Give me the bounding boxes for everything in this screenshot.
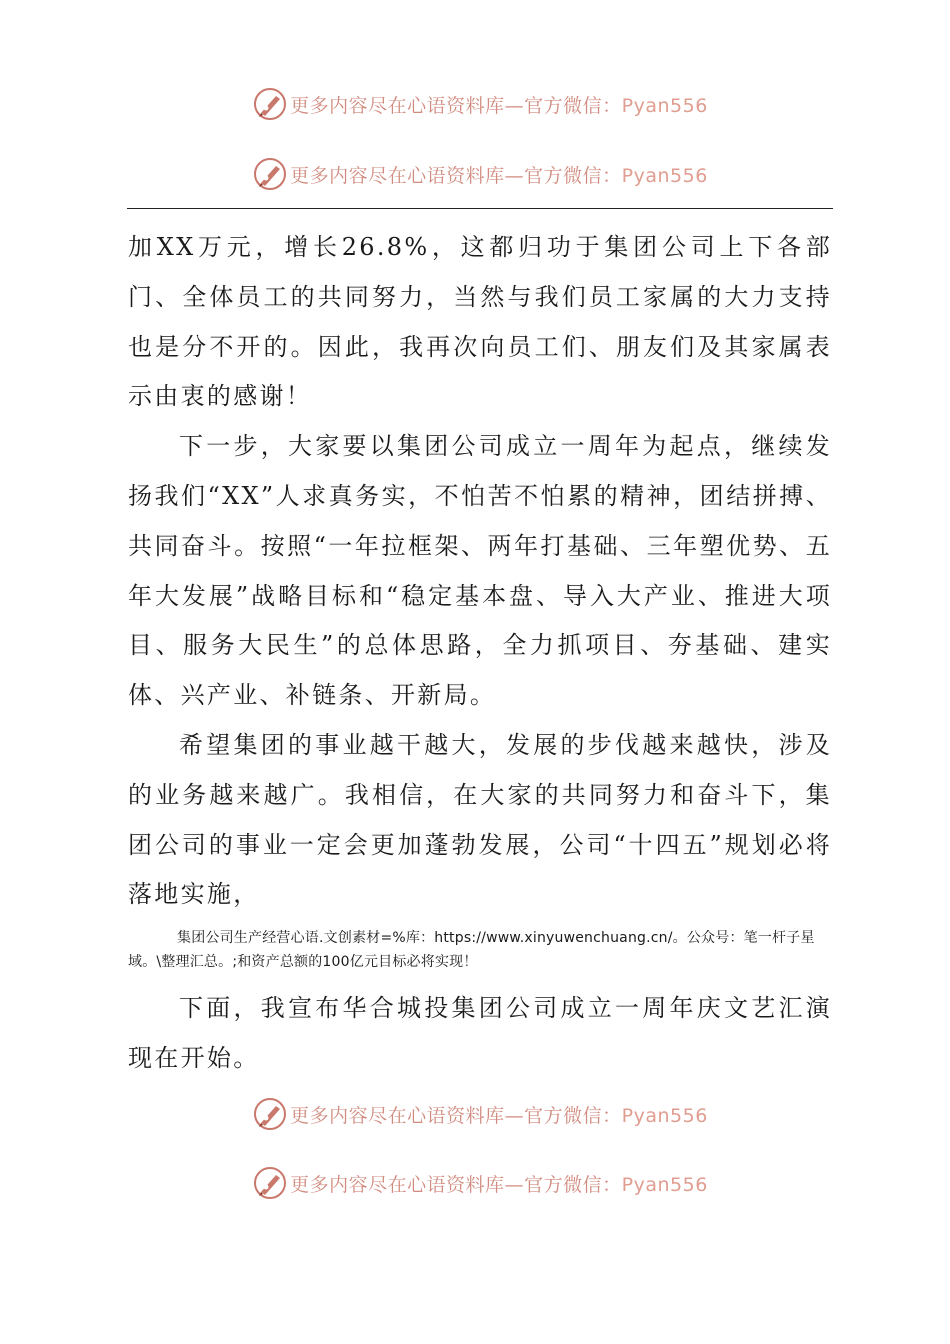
source-note: 集团公司生产经营心语.文创素材=%库：https://www.xinyuwenchuang.cn/。公众号：笔一杆子星域。\整理汇总。;和资产总额的100亿元目标必将实现！ (128, 930, 815, 971)
document-body (128, 223, 832, 1084)
header-divider (127, 208, 833, 209)
paragraph-2: 下一步，大家要以集团公司成立一周年为起点，继续发扬我们“XX”人求真务实，不怕苦不怕累的精神，团结拼搏、共同奋斗。按照“一年拉框架、两年打基础、三年塑优势、五年大发展”战略目标和“稳定基本盘、导入大产业、推进大项目、服务大民生”的总体思路，全力抓项目、夯基础、建实体、兴产业、补链条、开新局。 (128, 432, 832, 710)
pen-logo-icon (252, 1096, 288, 1132)
watermark-text: 更多内容尽在心语资料库—官方微信：Pyan556 (290, 1173, 708, 1196)
watermark-banner-bottom-2 (0, 1163, 950, 1203)
wechat-id: Pyan556 (621, 94, 708, 117)
paragraph-3: 希望集团的事业越干越大，发展的步伐越来越快，涉及的业务越来越广。我相信，在大家的共同努力和奋斗下，集团公司的事业一定会更加蓬勃发展，公司“十四五”规划必将落地实施， (128, 730, 832, 909)
pen-logo-icon (252, 1165, 288, 1201)
paragraph-4: 下面，我宣布华合城投集团公司成立一周年庆文艺汇演现在开始。 (128, 994, 832, 1072)
wechat-id: Pyan556 (621, 1104, 708, 1127)
paragraph-1: 加XX万元，增长26.8%，这都归功于集团公司上下各部门、全体员工的共同努力，当然与我们员工家属的大力支持也是分不开的。因此，我再次向员工们、朋友们及其家属表示由衷的感谢！ (128, 233, 832, 411)
watermark-text: 更多内容尽在心语资料库—官方微信：Pyan556 (290, 1104, 708, 1127)
watermark-banner-top-2 (0, 154, 950, 194)
watermark-banner-top-1 (0, 84, 950, 124)
watermark-text: 更多内容尽在心语资料库—官方微信：Pyan556 (290, 164, 708, 187)
pen-logo-icon (252, 156, 288, 192)
wechat-id: Pyan556 (621, 164, 708, 187)
pen-logo-icon (252, 86, 288, 122)
watermark-banner-bottom-1 (0, 1094, 950, 1134)
watermark-text: 更多内容尽在心语资料库—官方微信：Pyan556 (290, 94, 708, 117)
wechat-id: Pyan556 (621, 1173, 708, 1196)
